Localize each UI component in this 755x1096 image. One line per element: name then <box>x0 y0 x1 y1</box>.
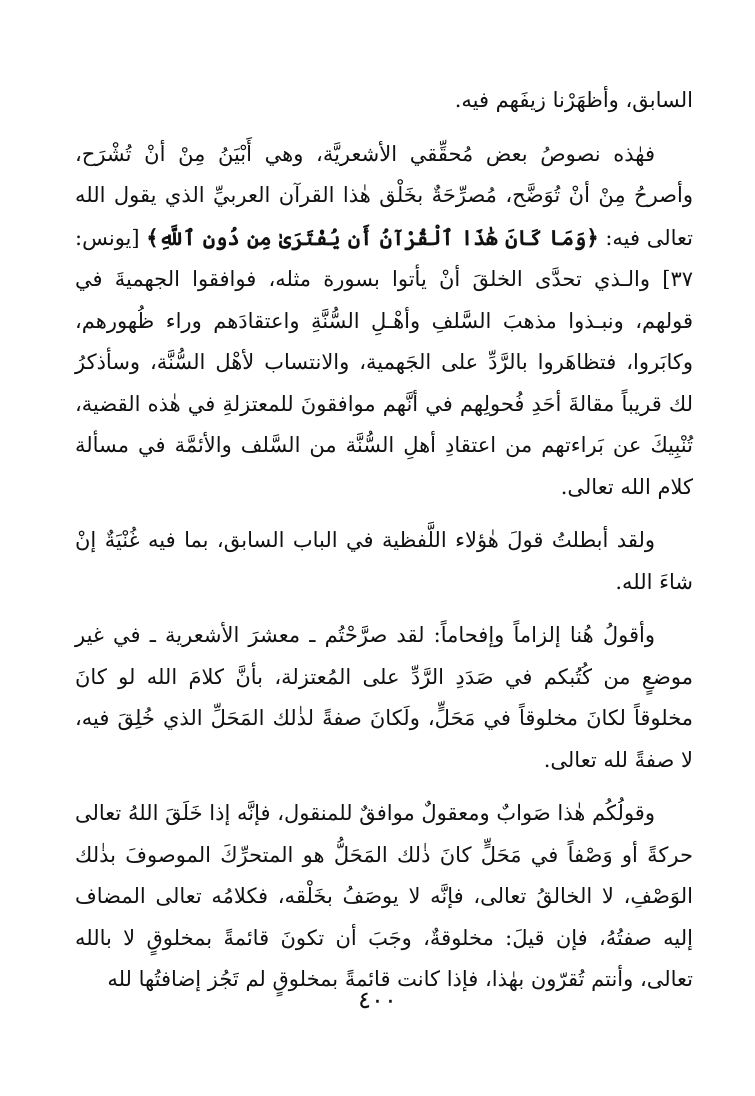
paragraph-5 <box>75 793 693 1001</box>
quran-citation: [يونس: ٣٧] <box>75 225 693 291</box>
paragraph-4 <box>75 615 693 781</box>
paragraph-text: السابق، وأظهَرْنا زيفَهم فيه. <box>454 88 693 112</box>
page-number: ٤٠٠ <box>358 986 397 1014</box>
paragraph-3 <box>75 520 693 603</box>
paragraph-text: فهٰذه نصوصُ بعض مُحقِّقي الأشعريَّة، وهي أَبْيَنُ مِنْ أنْ تُشْرَح، وأصرحُ مِنْ أنْ تُوَضَّح، مُصرِّحَةٌ بخَلْق هٰذا القرآن العربيِّ الذي يقول الله تعالى فيه: <box>75 141 693 250</box>
page-body-text <box>75 80 693 1001</box>
paragraph-1 <box>75 80 693 122</box>
paragraph-spacer <box>75 122 693 134</box>
quran-quote: ﴿وَمَا كَانَ هَٰذَا ٱلْقُرْآنُ أَن يُفْتَرَىٰ مِن دُونِ ٱللَّهِ﴾ <box>146 224 599 250</box>
paragraph-spacer <box>75 781 693 793</box>
paragraph-2 <box>75 134 693 509</box>
paragraph-text: والـذي تحدَّى الخلقَ أنْ يأتوا بسورة مثله، فوافقوا الجهميةَ في قولهم، ونبـذوا مذهبَ السَّلفِ وأهْـلِ السُّنَّةِ واعتقادَهم وراء ظُهورهم، وكابَروا، فتظاهَروا بالرَّدِّ على الجَهمية، والانتساب لأهْل السُّنَّة، وسأذكرُ لك قريباً مقالةَ أحَدِ فُحولِهم في أنَّهم موافقونَ للمعتزلةِ في هٰذه القضية، تُنْبِيكَ عن بَراءتهم من اعتقادِ أهلِ السُّنَّة من السَّلف والأئمَّة في مسألة كلام الله تعالى. <box>75 267 693 499</box>
paragraph-spacer <box>75 603 693 615</box>
paragraph-text: وأقولُ هُنا إلزاماً وإفحاماً: لقد صرَّحْتُم ـ معشرَ الأشعرية ـ في غير موضعٍ من كُتُبكم في صَدَدِ الرَّدِّ على المُعتزلة، بأنَّ كلامَ الله لو كانَ مخلوقاً لكانَ مخلوقاً في مَحَلٍّ، ولَكانَ صفةً لذٰلك المَحَلِّ الذي خُلِقَ فيه، لا صفةً لله تعالى. <box>75 623 693 772</box>
paragraph-text: وقولُكُم هٰذا صَوابٌ ومعقولٌ موافقٌ للمنقول، فإنَّه إذا خَلَقَ اللهُ تعالى حركةً أو وَصْفاً في مَحَلٍّ كانَ ذٰلك المَحَلُّ هو المتحرِّكَ الموصوفَ بذٰلك الوَصْفِ، لا الخالقُ تعالى، فإنَّه لا يوصَفُ بخَلْقه، فكلامُه تعالى المضاف إليه صفتُهُ، فإن قيلَ: مخلوقةٌ، وجَبَ أن تكونَ قائمةً بمخلوقٍ لا بالله تعالى، وأنتم تُقرّون بهٰذا، فإذا كانت قائمةً بمخلوقٍ لم تَجُز إضافتُها لله <box>75 801 693 991</box>
paragraph-spacer <box>75 508 693 520</box>
paragraph-text: ولقد أبطلتُ قولَ هٰؤلاء اللَّفظية في الباب السابق، بما فيه غُنْيَةٌ إنْ شاءَ الله. <box>75 528 693 594</box>
